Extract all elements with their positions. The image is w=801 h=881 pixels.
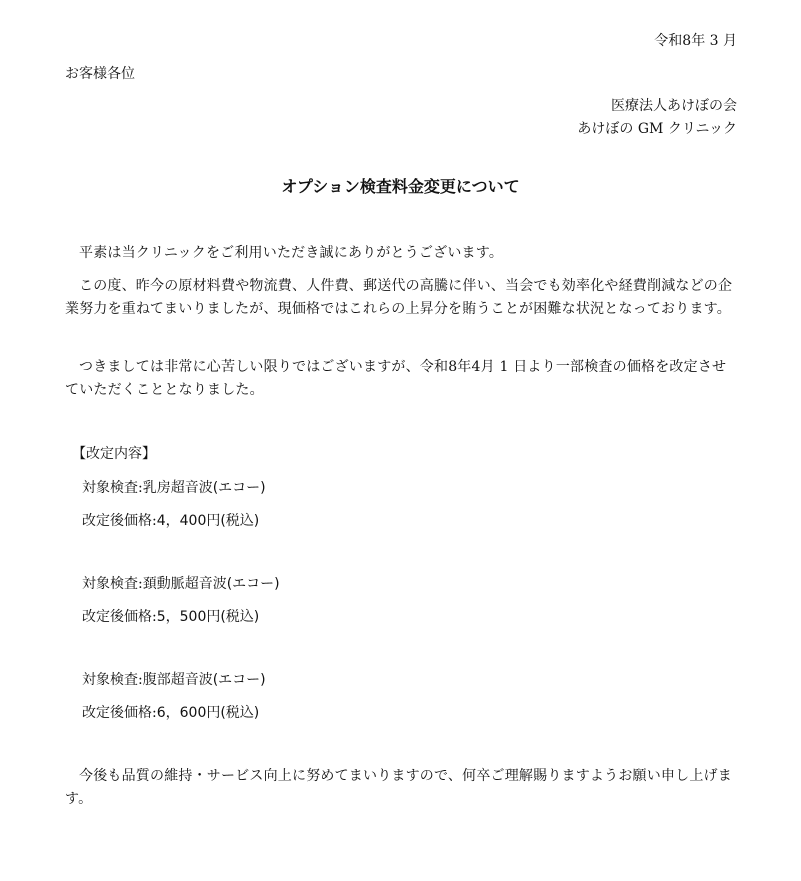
- exam-label: 対象検査:: [82, 576, 143, 592]
- price-line: [82, 607, 259, 627]
- exam-label: 対象検査:: [82, 480, 143, 496]
- price-label: 改定後価格:: [82, 609, 157, 625]
- price-line: [82, 511, 259, 531]
- price-value: 6，600円(税込): [156, 705, 260, 721]
- date-text: 令和8年 3 月: [654, 33, 737, 49]
- exam-line: [82, 670, 266, 690]
- price-label: 改定後価格:: [82, 513, 157, 529]
- recipient-text: お客様各位: [65, 66, 135, 82]
- exam-line: [82, 574, 280, 594]
- exam-line: [82, 478, 266, 498]
- exam-name: 乳房超音波(エコー): [142, 480, 266, 496]
- price-value: 5，500円(税込): [156, 609, 260, 625]
- clinic-name: あけぼの GM クリニック: [577, 121, 737, 137]
- closing-paragraph: 今後も品質の維持・サービス向上に努めてまいりますので、何卒ご理解賜りますようお願い申し上げます。: [65, 768, 732, 807]
- exam-name: 頚動脈超音波(エコー): [142, 576, 280, 592]
- exam-name: 腹部超音波(エコー): [142, 672, 266, 688]
- price-label: 改定後価格:: [82, 705, 157, 721]
- announcement-paragraph: つきましては非常に心苦しい限りではございますが、令和8年4月 1 日より一部検査の価格を改定させていただくこととなりました。: [65, 359, 727, 398]
- revision-heading: 【改定内容】: [72, 446, 156, 462]
- document-title: オプション検査料金変更について: [281, 177, 520, 196]
- price-value: 4，400円(税込): [156, 513, 260, 529]
- exam-label: 対象検査:: [82, 672, 143, 688]
- reason-paragraph: この度、昨今の原材料費や物流費、人件費、郵送代の高騰に伴い、当会でも効率化や経費削減などの企業努力を重ねてまいりましたが、現価格ではこれらの上昇分を賄うことが困難な状況となっております。: [65, 278, 733, 317]
- price-line: [82, 703, 259, 723]
- greeting-paragraph: 平素は当クリニックをご利用いただき誠にありがとうございます。: [79, 245, 504, 261]
- organization-name: 医療法人あけぼの会: [611, 98, 737, 114]
